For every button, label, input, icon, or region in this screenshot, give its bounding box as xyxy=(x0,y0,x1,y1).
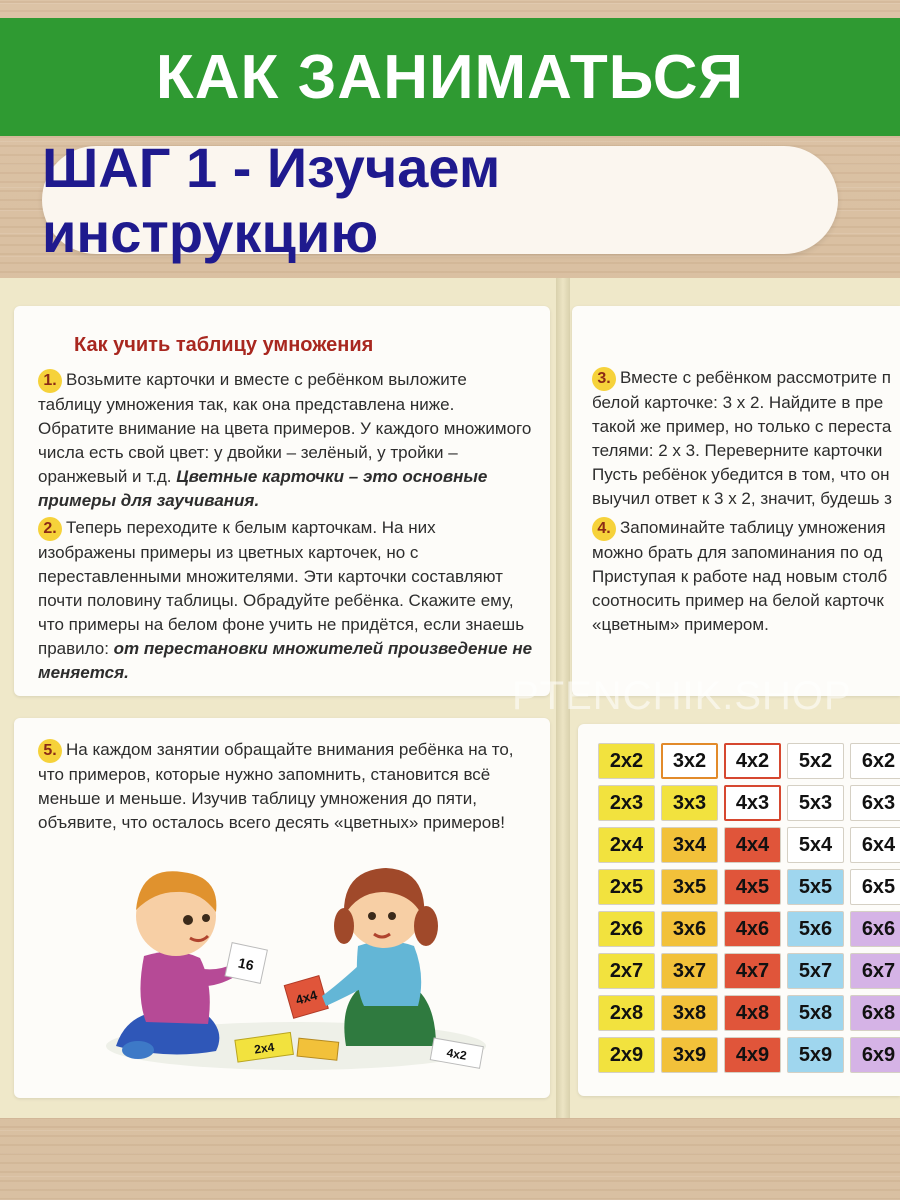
paragraph-2-text: Теперь переходите к белым карточкам. На них изображены примеры из цветных карточек, но с переставленными множителями. Эти карточки составляют почти половину таблицы. Обрадуйте ребёнка. Скажите ему, что примеры на белом фоне учить не придётся, если знаешь правило: xyxy=(38,518,525,658)
paragraph-3-line: такой же пример, но только с переста xyxy=(592,417,892,436)
instruction-paragraph-2 xyxy=(38,516,534,685)
instruction-paragraph-3 xyxy=(592,366,900,511)
instruction-paragraph-1 xyxy=(38,368,534,513)
paragraph-4-line: «цветным» примером. xyxy=(592,615,769,634)
paragraph-4-line: можно брать для запоминания по од xyxy=(592,543,883,562)
table-card: 3x9 xyxy=(661,1037,718,1073)
table-card: 4x5 xyxy=(724,869,781,905)
instruction-paragraph-5 xyxy=(38,738,534,835)
table-card: 4x2 xyxy=(724,743,781,779)
table-card: 5x7 xyxy=(787,953,844,989)
table-card: 2x3 xyxy=(598,785,655,821)
boy-figure xyxy=(116,871,236,1059)
watermark: PTENCHIK.SHOP xyxy=(512,674,852,718)
table-card: 3x6 xyxy=(661,911,718,947)
instruction-paragraph-4 xyxy=(592,516,900,637)
table-card: 4x8 xyxy=(724,995,781,1031)
table-card: 3x3 xyxy=(661,785,718,821)
table-card: 6x8 xyxy=(850,995,900,1031)
paragraph-3-line: белой карточке: 3 x 2. Найдите в пре xyxy=(592,393,884,412)
table-card: 6x4 xyxy=(850,827,900,863)
table-card: 5x3 xyxy=(787,785,844,821)
table-card: 2x9 xyxy=(598,1037,655,1073)
table-card: 4x3 xyxy=(724,785,781,821)
table-card: 4x6 xyxy=(724,911,781,947)
table-card: 4x9 xyxy=(724,1037,781,1073)
paragraph-3-line: Вместе с ребёнком рассмотрите п xyxy=(620,368,891,387)
table-card: 4x7 xyxy=(724,953,781,989)
table-card: 3x8 xyxy=(661,995,718,1031)
table-card: 6x2 xyxy=(850,743,900,779)
table-card: 6x5 xyxy=(850,869,900,905)
girl-figure xyxy=(322,868,438,1046)
table-card: 5x4 xyxy=(787,827,844,863)
table-card: 5x9 xyxy=(787,1037,844,1073)
table-card: 6x3 xyxy=(850,785,900,821)
paragraph-3-line: Пусть ребёнок убедится в том, что он xyxy=(592,465,890,484)
step-pill xyxy=(42,136,838,264)
step-title: ШАГ 1 - Изучаем инструкцию xyxy=(42,136,501,264)
table-card: 4x4 xyxy=(724,827,781,863)
table-card: 2x7 xyxy=(598,953,655,989)
table-card: 5x8 xyxy=(787,995,844,1031)
boy-card-label: 16 xyxy=(236,954,256,974)
table-card: 5x6 xyxy=(787,911,844,947)
banner-title: КАК ЗАНИМАТЬСЯ xyxy=(155,42,745,112)
multiplication-table xyxy=(598,740,900,1080)
table-card: 5x5 xyxy=(787,869,844,905)
table-card: 6x7 xyxy=(850,953,900,989)
instruction-heading: Как учить таблицу умножения xyxy=(74,334,374,356)
step-number-5: 5. xyxy=(38,739,62,763)
table-card: 2x6 xyxy=(598,911,655,947)
kids-illustration xyxy=(96,846,496,1080)
table-card: 2x2 xyxy=(598,743,655,779)
step-number-3: 3. xyxy=(592,367,616,391)
step-number-4: 4. xyxy=(592,517,616,541)
table-card: 3x7 xyxy=(661,953,718,989)
table-card: 2x8 xyxy=(598,995,655,1031)
paragraph-1-text: Возьмите карточки и вместе с ребёнком выложите таблицу умножения так, как она представлена ниже. Обратите внимание на цвета примеров. У каждого множимого числа есть свой цвет: у двойки – зелёный, у тройки – оранжевый и т.д. xyxy=(38,370,532,486)
floor-card-label: 2x4 xyxy=(253,1039,276,1057)
paragraph-5-text: На каждом занятии обращайте внимания ребёнка на то, что примеров, которые нужно запомнить, становится всё меньше и меньше. Изучив таблицу умножения до пяти, объявите, что осталось всего десять «цветных» примеров! xyxy=(38,740,514,832)
table-card: 2x4 xyxy=(598,827,655,863)
paragraph-2-emphasis: от перестановки множителей произведение не меняется. xyxy=(38,639,533,682)
paragraph-1-emphasis: Цветные карточки – это основные примеры для заучивания. xyxy=(38,467,488,510)
paragraph-3-line: выучил ответ к 3 x 2, значит, будешь з xyxy=(592,489,892,508)
floor-card-label: 4x2 xyxy=(445,1045,468,1063)
table-card: 3x4 xyxy=(661,827,718,863)
step-number-2: 2. xyxy=(38,517,62,541)
table-card: 2x5 xyxy=(598,869,655,905)
girl-card-label: 4x4 xyxy=(293,987,319,1008)
top-banner xyxy=(0,18,900,136)
table-card: 3x5 xyxy=(661,869,718,905)
table-card: 5x2 xyxy=(787,743,844,779)
table-card: 3x2 xyxy=(661,743,718,779)
table-card: 6x6 xyxy=(850,911,900,947)
paragraph-4-line: Запоминайте таблицу умножения xyxy=(620,518,886,537)
step-number-1: 1. xyxy=(38,369,62,393)
paragraph-4-line: Приступая к работе над новым столб xyxy=(592,567,888,586)
paragraph-3-line: телями: 2 x 3. Переверните карточки xyxy=(592,441,883,460)
table-card: 6x9 xyxy=(850,1037,900,1073)
paragraph-4-line: соотносить пример на белой карточк xyxy=(592,591,884,610)
